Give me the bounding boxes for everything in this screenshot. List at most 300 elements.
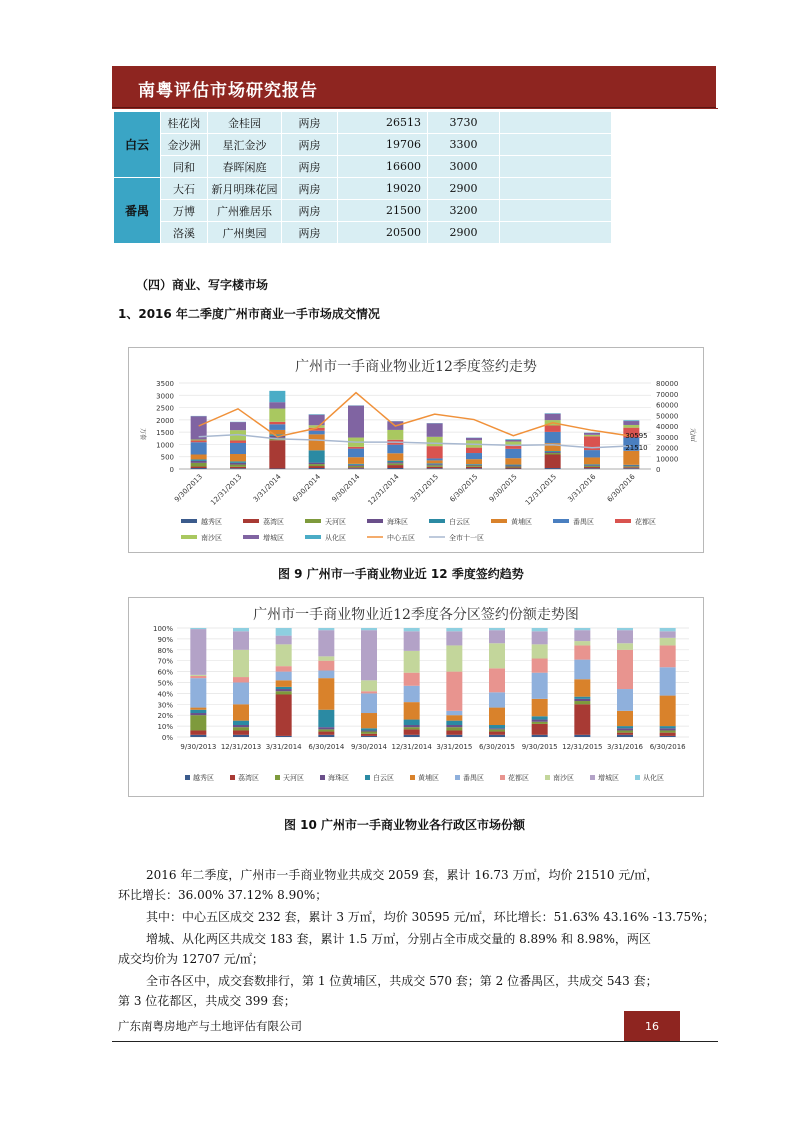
bar-segment [230, 454, 246, 461]
bar-segment [309, 450, 325, 462]
y-tick-label: 80% [157, 646, 173, 655]
bar-segment [348, 468, 364, 469]
table-cell: 桂花岗 [161, 112, 208, 134]
bar-segment [545, 453, 561, 454]
chart-2 [128, 597, 704, 797]
bar-segment [318, 729, 334, 731]
bar-segment [427, 446, 443, 458]
table-cell: 万博 [161, 200, 208, 222]
bar-segment [505, 440, 521, 441]
legend-swatch [553, 519, 569, 523]
bar-segment [427, 460, 443, 463]
legend-swatch [455, 775, 460, 780]
x-tick-label: 9/30/2013 [173, 472, 205, 504]
legend-label: 海珠区 [328, 774, 349, 782]
bar-segment [466, 467, 482, 468]
legend-swatch [243, 535, 259, 539]
bar-segment [427, 465, 443, 466]
bar-segment [489, 628, 505, 630]
bar-segment [348, 464, 364, 465]
legend-swatch [181, 519, 197, 523]
bar-segment [427, 467, 443, 468]
bar-segment [348, 457, 364, 464]
table-cell: 3730 [428, 112, 500, 134]
bar-segment [505, 441, 521, 444]
bar-segment [617, 735, 633, 737]
bar-segment [505, 466, 521, 467]
legend-swatch [367, 519, 383, 523]
x-tick-label: 3/31/2015 [409, 472, 441, 504]
bar-segment [532, 673, 548, 699]
bar-segment [545, 452, 561, 453]
table-cell: 3000 [428, 156, 500, 178]
bar-segment [230, 440, 246, 442]
bar-segment [427, 464, 443, 465]
bar-segment [233, 677, 249, 682]
legend-label: 黄埔区 [511, 518, 532, 526]
bar-segment [574, 699, 590, 701]
bar-segment [532, 659, 548, 673]
bar-segment [348, 467, 364, 468]
price-table [113, 111, 612, 244]
paragraph-line: 第 3 位花都区，共成交 399 套； [118, 994, 296, 1008]
bar-segment [348, 466, 364, 467]
table-cell [500, 200, 612, 222]
bar-segment [446, 631, 462, 645]
bar-segment [276, 687, 292, 689]
x-tick-label: 9/30/2014 [330, 472, 362, 504]
bar-segment [318, 661, 334, 671]
bar-segment [190, 710, 206, 713]
bar-segment [574, 704, 590, 735]
bar-segment [190, 713, 206, 715]
bar-segment [269, 422, 285, 424]
table-cell [500, 222, 612, 244]
bar-segment [584, 433, 600, 435]
chart-2-svg [129, 598, 703, 796]
table-cell: 26513 [338, 112, 428, 134]
bar-segment [276, 636, 292, 645]
table-cell [500, 134, 612, 156]
bar-segment [191, 463, 207, 467]
y-tick-label: 2000 [156, 416, 174, 425]
bar-segment [230, 465, 246, 467]
table-cell: 两房 [282, 134, 338, 156]
bar-segment [190, 730, 206, 734]
bar-segment [660, 631, 676, 638]
bar-segment [617, 730, 633, 732]
legend-swatch [230, 775, 235, 780]
table-cell: 2900 [428, 222, 500, 244]
bar-segment [617, 689, 633, 711]
bar-segment [318, 671, 334, 679]
bar-segment [318, 656, 334, 660]
legend-swatch [305, 519, 321, 523]
bar-segment [489, 643, 505, 668]
bar-segment [276, 628, 292, 636]
legend-swatch [320, 775, 325, 780]
bar-segment [505, 465, 521, 466]
table-cell: 19020 [338, 178, 428, 200]
y2-tick-label: 70000 [656, 390, 679, 399]
legend-label: 越秀区 [193, 774, 214, 782]
legend-swatch [500, 775, 505, 780]
y-tick-label: 1000 [156, 441, 174, 450]
bar-segment [532, 720, 548, 722]
y-tick-label: 40% [157, 690, 173, 699]
bar-segment [623, 467, 639, 468]
y-tick-label: 50% [157, 679, 173, 688]
table-cell: 16600 [338, 156, 428, 178]
bar-segment [489, 668, 505, 692]
bar-segment [309, 431, 325, 435]
table-row [114, 112, 612, 134]
y-tick-label: 500 [160, 453, 174, 462]
bar-segment [660, 730, 676, 732]
x-tick-label: 12/31/2015 [523, 472, 559, 507]
legend-label: 荔湾区 [263, 518, 284, 526]
bar-segment [361, 628, 377, 630]
y2-axis-label: 元/㎡ [689, 428, 696, 443]
legend-swatch [365, 775, 370, 780]
bar-segment [233, 628, 249, 631]
bar-segment [190, 676, 206, 678]
bar-segment [404, 651, 420, 673]
x-tick-label: 9/30/2014 [351, 743, 387, 751]
table-cell: 广州奥园 [208, 222, 282, 244]
bar-segment [446, 628, 462, 631]
y-axis-label: 万套 [139, 428, 146, 441]
bar-segment [466, 468, 482, 469]
legend-label: 番禺区 [463, 774, 484, 782]
bar-segment [584, 465, 600, 466]
table-cell: 两房 [282, 222, 338, 244]
bar-segment [489, 725, 505, 728]
bar-segment [348, 406, 364, 438]
y-tick-label: 70% [157, 657, 173, 666]
bar-segment [489, 729, 505, 731]
bar-segment [617, 711, 633, 726]
bar-segment [617, 643, 633, 650]
bar-segment [532, 631, 548, 644]
legend-label: 越秀区 [201, 518, 222, 526]
legend-label: 荔湾区 [238, 774, 259, 782]
bar-segment [574, 735, 590, 737]
table-row [114, 156, 612, 178]
table-cell: 20500 [338, 222, 428, 244]
table-cell [500, 156, 612, 178]
legend-swatch [615, 519, 631, 523]
table-cell: 3200 [428, 200, 500, 222]
legend-swatch [545, 775, 550, 780]
bar-segment [545, 468, 561, 469]
paragraph-line: 环比增长：36.00% 37.12% 8.90%； [118, 888, 328, 902]
legend-swatch [635, 775, 640, 780]
bar-segment [404, 628, 420, 631]
bar-segment [617, 733, 633, 735]
bar-segment [269, 391, 285, 402]
bar-segment [233, 735, 249, 737]
table-cell: 广州雅居乐 [208, 200, 282, 222]
bar-segment [361, 734, 377, 736]
bar-segment [361, 736, 377, 737]
series-line [199, 393, 632, 437]
bar-segment [361, 732, 377, 734]
table-row [114, 178, 612, 200]
table-cell [500, 112, 612, 134]
bar-segment [233, 631, 249, 650]
bar-segment [190, 629, 206, 675]
chart-1-caption: 图 9 广州市一手商业物业近 12 季度签约趋势 [278, 567, 524, 581]
bar-segment [348, 449, 364, 458]
bar-segment [190, 735, 206, 737]
x-tick-label: 9/30/2013 [180, 743, 217, 751]
district-cell: 白云 [114, 112, 161, 178]
bar-segment [190, 628, 206, 629]
bar-segment [404, 631, 420, 651]
y-tick-label: 10% [157, 723, 173, 732]
bar-segment [230, 461, 246, 462]
table-cell: 金沙洲 [161, 134, 208, 156]
bar-segment [532, 644, 548, 658]
x-tick-label: 9/30/2015 [487, 472, 519, 504]
bar-segment [532, 722, 548, 724]
y-tick-label: 0 [169, 466, 174, 474]
bar-segment [318, 678, 334, 710]
bar-segment [191, 442, 207, 454]
bar-segment [660, 733, 676, 736]
table-cell: 两房 [282, 156, 338, 178]
paragraph-line: 全市各区中，成交套数排行，第 1 位黄埔区，共成交 570 套；第 2 位番禺区，共成交 543 套； [146, 974, 658, 988]
bar-segment [623, 468, 639, 469]
bar-segment [623, 466, 639, 467]
bar-segment [489, 732, 505, 735]
bar-segment [191, 459, 207, 460]
bar-segment [505, 458, 521, 464]
bar-segment [387, 465, 403, 468]
legend-label: 天河区 [283, 774, 304, 782]
bar-segment [269, 402, 285, 408]
legend-swatch [429, 519, 445, 523]
bar-segment [660, 726, 676, 728]
bar-segment [230, 468, 246, 469]
bar-segment [660, 638, 676, 646]
bar-segment [489, 630, 505, 643]
bar-segment [404, 725, 420, 727]
bar-segment [545, 414, 561, 420]
x-tick-label: 6/30/2016 [649, 743, 686, 751]
bar-segment [276, 672, 292, 681]
y-tick-label: 100% [152, 625, 173, 633]
bar-segment [545, 451, 561, 452]
table-cell: 21500 [338, 200, 428, 222]
bar-segment [233, 721, 249, 725]
bar-segment [276, 644, 292, 666]
bar-segment [574, 641, 590, 645]
bar-segment [233, 704, 249, 720]
table-cell: 3300 [428, 134, 500, 156]
bar-segment [404, 720, 420, 725]
page-number: 16 [624, 1011, 680, 1041]
bar-segment [190, 708, 206, 710]
bar-segment [276, 680, 292, 687]
header-divider [112, 108, 718, 109]
bar-segment [545, 432, 561, 443]
table-row [114, 134, 612, 156]
subsection-heading: 1、2016 年二季度广州市商业一手市场成交情况 [118, 307, 380, 321]
bar-segment [545, 426, 561, 432]
bar-segment [505, 467, 521, 468]
bar-segment [617, 728, 633, 730]
report-title: 南粤评估市场研究报告 [138, 81, 318, 101]
legend-label: 花都区 [635, 518, 656, 526]
data-label: 21510 [625, 443, 648, 452]
bar-segment [318, 732, 334, 735]
table-cell: 大石 [161, 178, 208, 200]
bar-segment [532, 716, 548, 719]
bar-segment [446, 645, 462, 671]
x-tick-label: 12/31/2014 [391, 743, 432, 751]
bar-segment [660, 736, 676, 737]
bar-segment [191, 440, 207, 442]
bar-segment [276, 736, 292, 737]
bar-segment [623, 465, 639, 466]
bar-segment [427, 468, 443, 469]
table-cell: 同和 [161, 156, 208, 178]
bar-segment [233, 683, 249, 705]
x-tick-label: 3/31/2014 [251, 472, 283, 504]
y2-tick-label: 60000 [656, 401, 679, 410]
y-tick-label: 3500 [156, 380, 174, 388]
bar-segment [309, 463, 325, 464]
bar-segment [466, 438, 482, 440]
section-heading: （四）商业、写字楼市场 [136, 278, 269, 292]
x-tick-label: 9/30/2015 [521, 743, 558, 751]
bar-segment [191, 468, 207, 469]
bar-segment [466, 465, 482, 466]
chart-2-caption: 图 10 广州市一手商业物业各行政区市场份额 [284, 818, 526, 832]
bar-segment [584, 457, 600, 464]
legend-swatch [181, 535, 197, 539]
chart-1 [128, 347, 704, 553]
bar-segment [446, 727, 462, 730]
y2-tick-label: 80000 [656, 380, 679, 388]
y-tick-label: 2500 [156, 404, 174, 413]
district-cell: 番禺 [114, 178, 161, 244]
bar-segment [233, 725, 249, 727]
bar-segment [191, 461, 207, 463]
bar-segment [361, 728, 377, 730]
chart-1-svg [129, 348, 703, 552]
bar-segment [191, 467, 207, 468]
bar-segment [361, 691, 377, 693]
x-tick-label: 6/30/2016 [605, 472, 637, 504]
legend-swatch [305, 535, 321, 539]
bar-segment [276, 691, 292, 694]
bar-segment [361, 730, 377, 731]
bar-segment [387, 462, 403, 463]
x-tick-label: 6/30/2015 [448, 472, 480, 504]
y2-tick-label: 0 [656, 466, 661, 474]
bar-segment [404, 702, 420, 719]
bar-segment [466, 459, 482, 464]
legend-label: 从化区 [325, 534, 346, 542]
bar-segment [545, 455, 561, 469]
bar-segment [233, 650, 249, 677]
bar-segment [348, 447, 364, 449]
bar-segment [233, 730, 249, 734]
bar-segment [623, 425, 639, 428]
y2-tick-label: 50000 [656, 412, 679, 421]
bar-segment [404, 735, 420, 737]
legend-label: 番禺区 [573, 518, 594, 526]
footer-divider [112, 1041, 718, 1042]
legend-label: 南沙区 [553, 774, 574, 782]
x-tick-label: 12/31/2015 [562, 743, 603, 751]
table-cell: 两房 [282, 178, 338, 200]
bar-segment [387, 461, 403, 462]
bar-segment [318, 735, 334, 737]
bar-segment [505, 449, 521, 458]
legend-label: 增城区 [263, 534, 284, 542]
bar-segment [309, 464, 325, 466]
bar-segment [446, 715, 462, 720]
bar-segment [361, 630, 377, 680]
bar-segment [230, 443, 246, 454]
bar-segment [505, 468, 521, 469]
table-cell: 洛溪 [161, 222, 208, 244]
bar-segment [404, 727, 420, 729]
bar-segment [387, 453, 403, 460]
legend-swatch [185, 775, 190, 780]
bar-segment [574, 697, 590, 699]
bar-segment [574, 679, 590, 696]
bar-segment [489, 735, 505, 737]
bar-segment [489, 692, 505, 707]
table-cell: 金桂园 [208, 112, 282, 134]
y-tick-label: 0% [161, 734, 173, 742]
bar-segment [617, 630, 633, 643]
x-tick-label: 12/31/2013 [220, 743, 262, 751]
bar-segment [623, 420, 639, 421]
paragraph-line: 其中：中心五区成交 232 套，累计 3 万㎡，均价 30595 元/㎡，环比增长：51.63% 43.16% -13.75%； [146, 910, 715, 924]
bar-segment [230, 422, 246, 430]
bar-segment [318, 727, 334, 729]
bar-segment [446, 735, 462, 737]
legend-label: 花都区 [508, 774, 529, 782]
table-cell: 春晖闲庭 [208, 156, 282, 178]
x-tick-label: 3/31/2015 [436, 743, 473, 751]
bar-segment [532, 724, 548, 735]
x-tick-label: 12/31/2013 [209, 472, 244, 507]
bar-segment [309, 434, 325, 450]
bar-segment [660, 696, 676, 727]
bar-segment [361, 680, 377, 691]
y2-tick-label: 10000 [656, 455, 679, 464]
x-tick-label: 3/31/2014 [265, 743, 302, 751]
legend-swatch [243, 519, 259, 523]
table-cell [500, 178, 612, 200]
y-tick-label: 3000 [156, 392, 174, 401]
bar-segment [660, 728, 676, 730]
bar-segment [387, 430, 403, 440]
bar-segment [348, 465, 364, 466]
bar-segment [233, 727, 249, 730]
paragraph-line: 2016 年二季度，广州市一手商业物业共成交 2059 套，累计 16.73 万㎡，均价 21510 元/㎡， [146, 868, 659, 882]
y2-tick-label: 30000 [656, 433, 679, 442]
bar-segment [387, 463, 403, 465]
x-tick-label: 6/30/2014 [291, 472, 323, 504]
